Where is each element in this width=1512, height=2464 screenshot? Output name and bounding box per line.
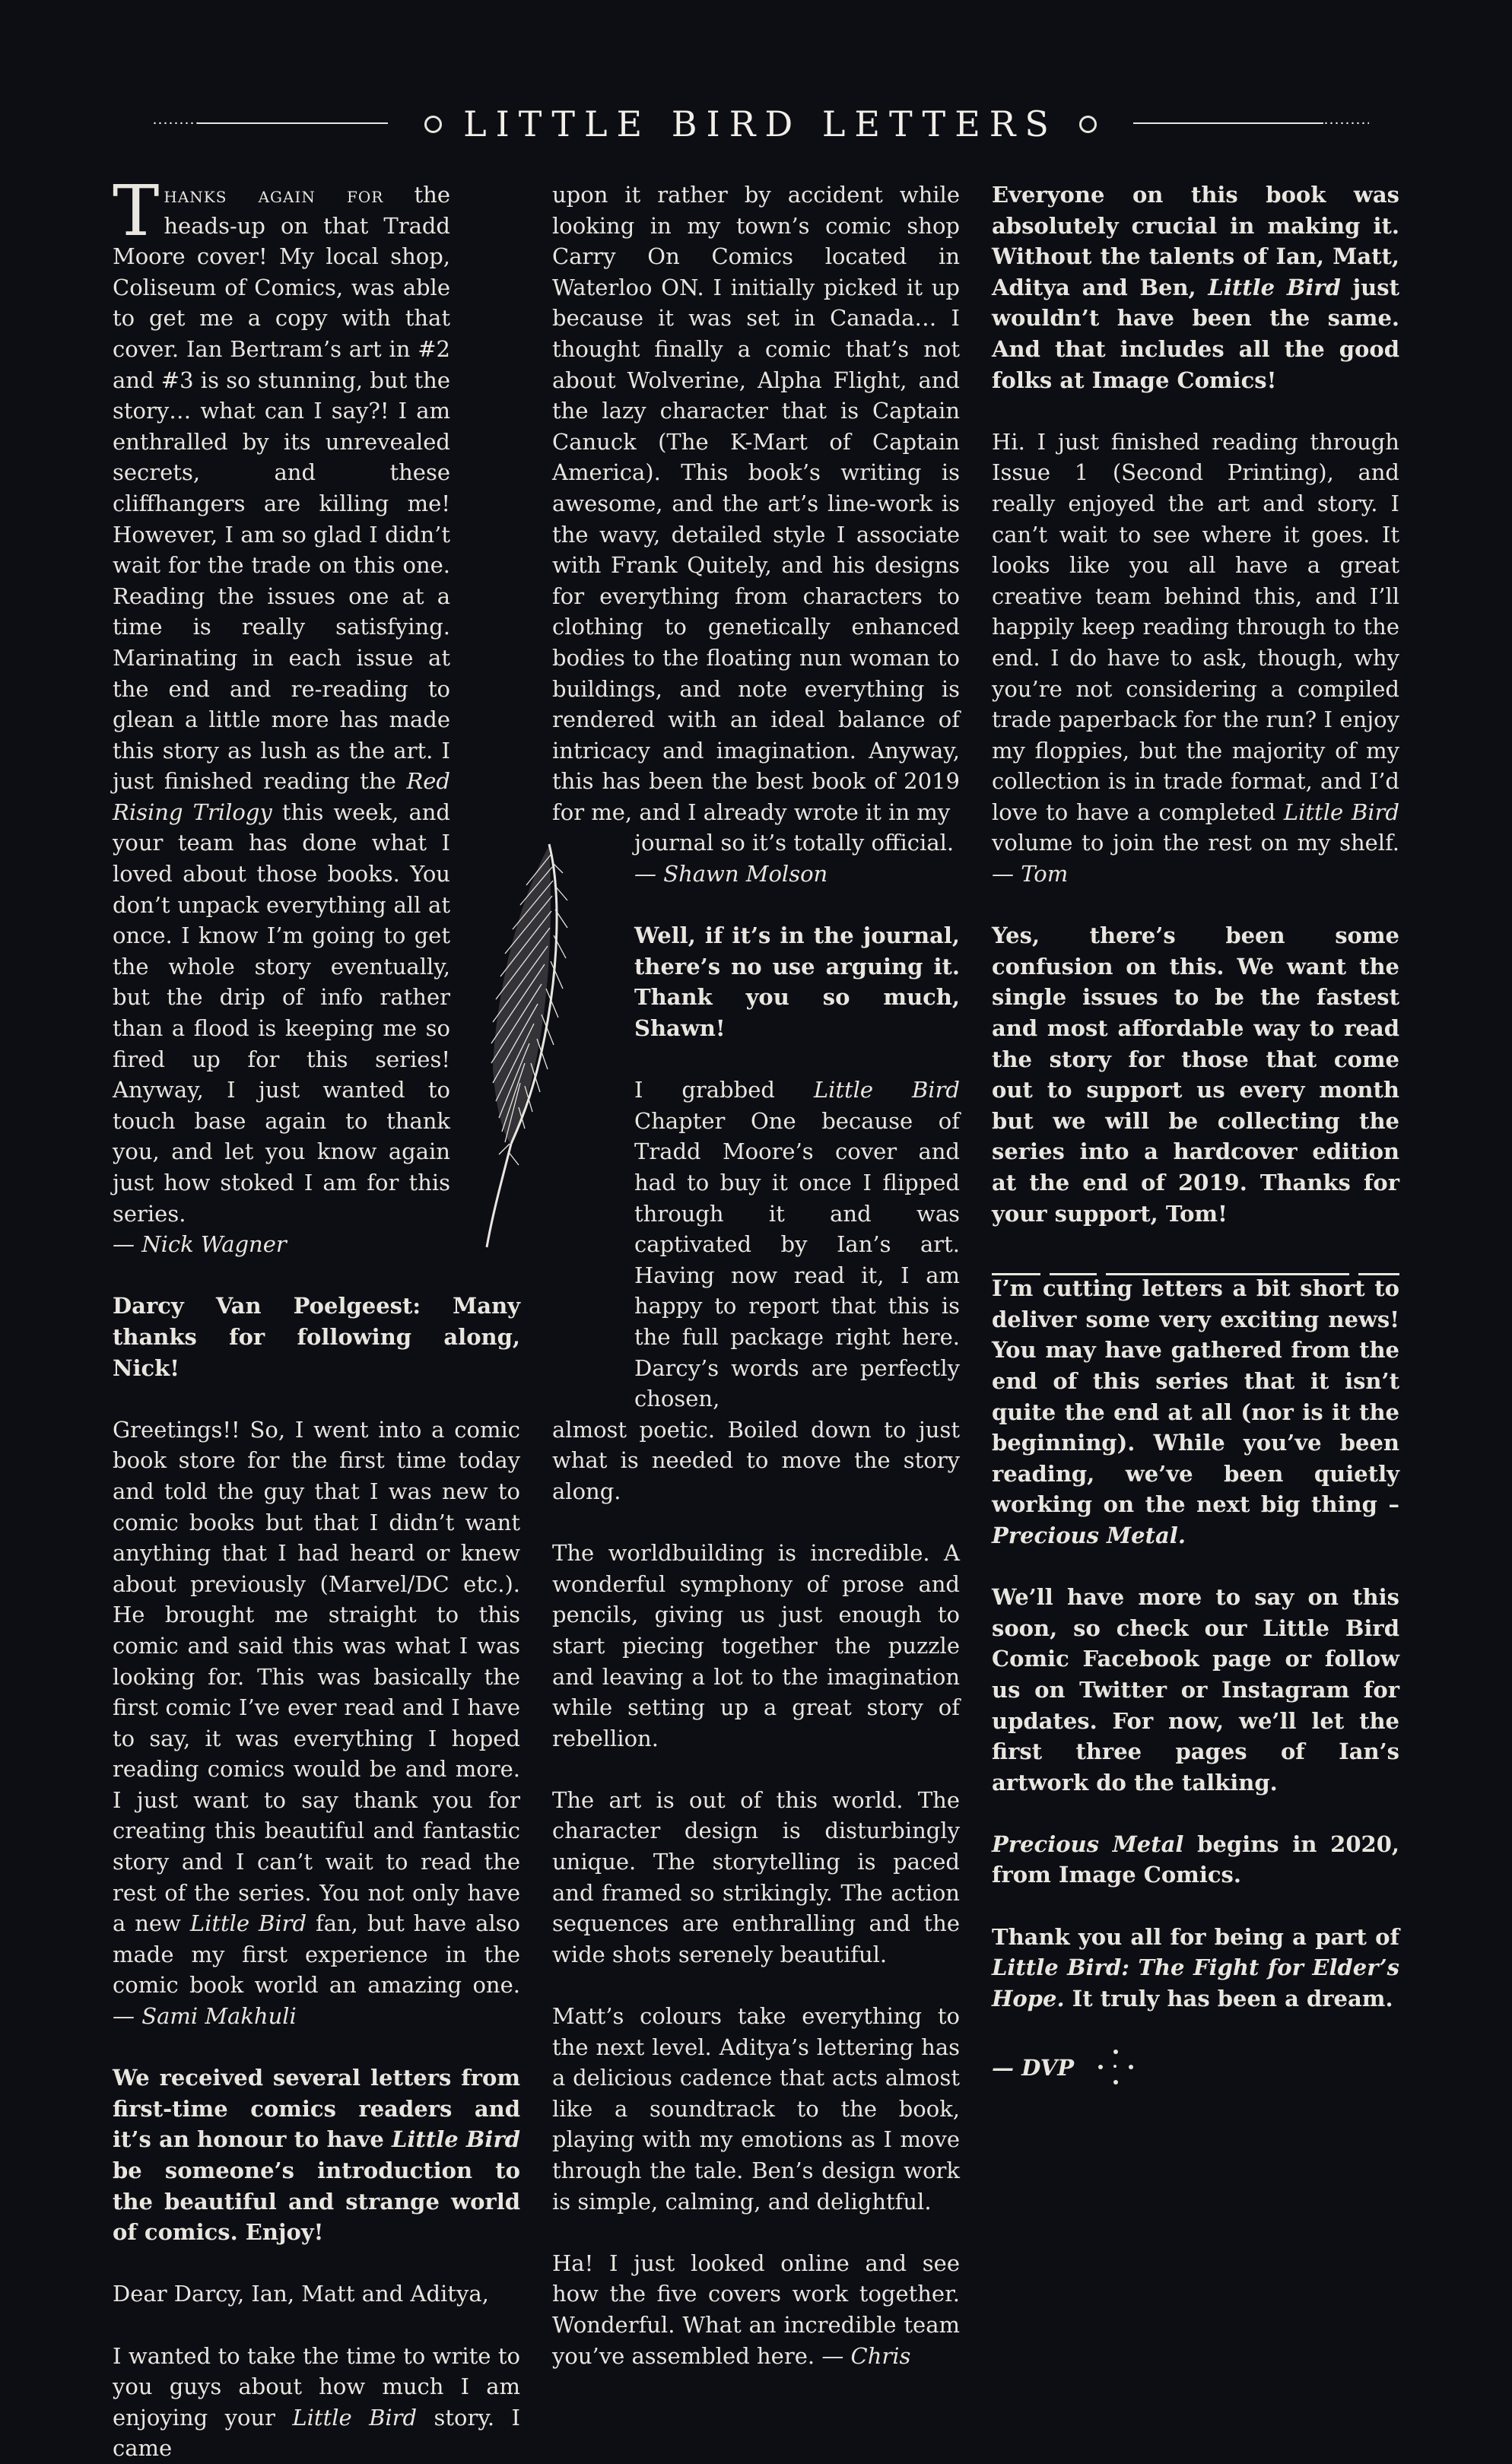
book-title: Little Bird: The Fight for Elder’s Hope. (992, 1954, 1399, 2012)
news-paragraph (992, 1829, 1399, 1891)
page-header (152, 97, 1369, 151)
book-title: Little Bird (392, 2126, 520, 2153)
letter-text: journal so it’s totally official. (634, 830, 955, 856)
reply-text: We received several letters from first-time comics readers and it’s an honour to have (113, 2065, 520, 2153)
book-title: Precious Metal. (992, 1522, 1186, 1548)
signoff-text: — DVP (992, 2054, 1075, 2081)
book-title: Little Bird (189, 1910, 307, 1937)
reply: Darcy Van Poelgeest: Many thanks for following along, Nick! (113, 1293, 520, 1381)
letter-grabbed (634, 1075, 960, 1415)
ornament-dots-icon (1089, 2045, 1142, 2091)
letter-text: Hi. I just finished reading through Issue 1 (Second Printing), and really enjoyed the art and story. I can’t wait to see where it goes. It looks like you all have a great creative team behind this, and I’ll happily keep reading through to the end. I do have to ask, though, why you’re not considering a compiled trade paperback for the run? I enjoy my floppies, but the majority of my collection is in trade format, and I’d love to have a completed (992, 428, 1399, 825)
letter-text: the heads-up on that Tradd Moore cover! My local shop, Coliseum of Comics, was able to get me a copy with that cover. Ian Bertram’s art in #2 and #3 is so stunning, but the story… what can I say?! I am enthralled by its unrevealed secrets, and these cliffhangers are killing me! However, I am so glad I didn’t wait for the trade on this one. Reading the issues one at a time is really satisfying. Marinating in each issue at the end and re-reading to glean a little more has made this story as lush as the art. I just finished reading the (113, 182, 451, 795)
paragraph-colours: Matt’s colours take everything to the next level. Aditya’s lettering has a delicious cadence that acts almost like a soundtrack to the book, playing with my emotions as I move through the tale. Ben’s design work is simple, calming, and delightful. (552, 2003, 960, 2215)
news-text: Thank you all for being a part of (992, 1923, 1399, 1950)
reply: Well, if it’s in the journal, there’s no use arguing it. Thank you so much, Shawn! (634, 922, 960, 1042)
drop-cap: T (113, 170, 160, 252)
signature: — Sami Makhuli (113, 2003, 297, 2030)
news-text: begins in 2020, from Image Comics. (992, 1831, 1399, 1888)
reply (113, 2062, 520, 2248)
page-title: LITTLE BIRD LETTERS (463, 103, 1058, 144)
letter-grabbed-end: almost poetic. Boiled down to just what is needed to move the story along. (552, 1416, 960, 1504)
news-paragraph (992, 1273, 1399, 1551)
column-1 (113, 170, 521, 2464)
salutation: Dear Darcy, Ian, Matt and Aditya, (113, 2281, 489, 2307)
paragraph-covers (552, 2248, 960, 2371)
book-title: Little Bird (813, 1077, 960, 1103)
paragraph-art: The art is out of this world. The character design is disturbingly unique. The storytelling is paced and framed so strikingly. The action sequences are enthralling and the wide shots serenely beautiful. (552, 1786, 960, 1967)
news-paragraph (992, 1922, 1399, 2015)
news-text: It truly has been a dream. (1064, 1985, 1393, 2012)
letter-text: story. I came (113, 2404, 520, 2462)
letter-shawn-end (634, 827, 960, 889)
header-rule-right (1118, 122, 1369, 126)
reply-text: just wouldn’t have been the same. And that includes all the good folks at Image Comics! (992, 274, 1399, 393)
reply-text: Everyone on this book was absolutely crucial in making it. Without the talents of Ian, Matt, Aditya and Ben, (992, 182, 1399, 300)
book-title: Little Bird (1208, 274, 1341, 300)
letter-text: volume to join the rest on my shelf. (992, 830, 1399, 856)
reply-text: be someone’s introduction to the beautiful and strange world of comics. Enjoy! (113, 2158, 520, 2246)
reply (992, 179, 1399, 395)
sign-off (992, 2045, 1399, 2091)
letter-text: Chapter One because of Tradd Moore’s cover and had to buy it once I flipped through it and was captivated by Ian’s art. Having now read it, I am happy to report that this is the full package right here. Darcy’s words are perfectly chosen, (634, 1107, 960, 1412)
paragraph-worldbuilding: The worldbuilding is incredible. A wonderful symphony of prose and pencils, giving us just enough to start piecing together the puzzle and leaving a lot to the imagination while setting up a great story of rebellion. (552, 1540, 960, 1751)
letter-text: Ha! I just looked online and see how the five covers work together. Wonderful. What an incredible team you’ve assembled here. (552, 2250, 960, 2369)
letter-text: I wanted to take the time to write to you guys about how much I am enjoying your (113, 2342, 520, 2431)
letter-shawn-start (113, 2341, 520, 2464)
book-title: Red Rising Trilogy (113, 768, 450, 825)
letter-text: I grabbed (634, 1077, 814, 1103)
header-ring-right-icon (1079, 116, 1097, 133)
signature: — Chris (821, 2342, 911, 2369)
news-paragraph: We’ll have more to say on this soon, so check our Little Bird Comic Facebook page or follow us on Twitter or Instagram for updates. For now, we’ll let the first three pages of Ian’s artwork do the talking. (992, 1584, 1399, 1796)
letter-tom (992, 427, 1399, 890)
reply: Yes, there’s been some confusion on this. We want the single issues to be the fastest and most affordable way to read the story for those that come out to support us every month but we will be collecting the series into a hardcover edition at the end of 2019. Thanks for your support, Tom! (992, 922, 1399, 1227)
letter-text: this week, and your team has done what I loved about those books. You don’t unpack everything all at once. I know I’m going to get the whole story eventually, but the drip of info rather than a flood is keeping me so fired up for this series! Anyway, I just wanted to touch base again to thank you, and let you know again just how stoked I am for this series. (113, 799, 450, 1227)
news-text: I’m cutting letters a bit short to deliver some very exciting news! You may have gathered from the end of this series that it isn’t quite the end at all (nor is it the beginning). While you’ve been reading, we’ve been quietly working on the next big thing – (992, 1275, 1399, 1518)
book-title: Precious Metal (992, 1831, 1184, 1857)
book-title: Little Bird (1283, 799, 1399, 825)
column-2 (552, 179, 960, 2402)
signature: — Shawn Molson (634, 861, 828, 887)
signature: — Tom (992, 861, 1069, 887)
signature: — Nick Wagner (113, 1231, 287, 1258)
lead-in: hanks again for (164, 182, 384, 208)
book-title: Little Bird (292, 2404, 418, 2431)
letter-shawn: upon it rather by accident while looking in my town’s comic shop Carry On Comics located in Waterloo ON. I initially picked it up because it was set in Canada… I thought finally a comic that’s not about Wolverine, Alpha Flight, and the lazy character that is Captain Canuck (The K-Mart of Captain America). This book’s writing is awesome, and the art’s line-work is the wavy, detailed style I associate with Frank Quitely, and his designs for everything from characters to clothing to genetically enhanced bodies to the floating nun woman to buildings, and note everything is rendered with an ideal balance of intricacy and imagination. Anyway, this has been the best book of 2019 for me, and I already wrote it in my (552, 182, 960, 825)
letter-text: fan, but have also made my first experience in the comic book world an amazing one. (113, 1910, 521, 1999)
header-ring-left-icon (424, 116, 442, 133)
column-3 (992, 179, 1399, 2091)
letter-text: Greetings!! So, I went into a comic book store for the first time today and told the guy that I was new to comic books but that I didn’t want anything that I had heard or knew about previously (Marvel/DC etc.). He brought me straight to this comic and said this was what I was looking for. This was basically the first comic I’ve ever read and I have to say, it was everything I hoped reading comics would be and more. I just want to say thank you for creating this beautiful and fantastic story and I can’t wait to read the rest of the series. You not only have a new (113, 1416, 520, 1937)
header-rule-left (152, 122, 403, 126)
letter-sami (113, 1415, 520, 2032)
